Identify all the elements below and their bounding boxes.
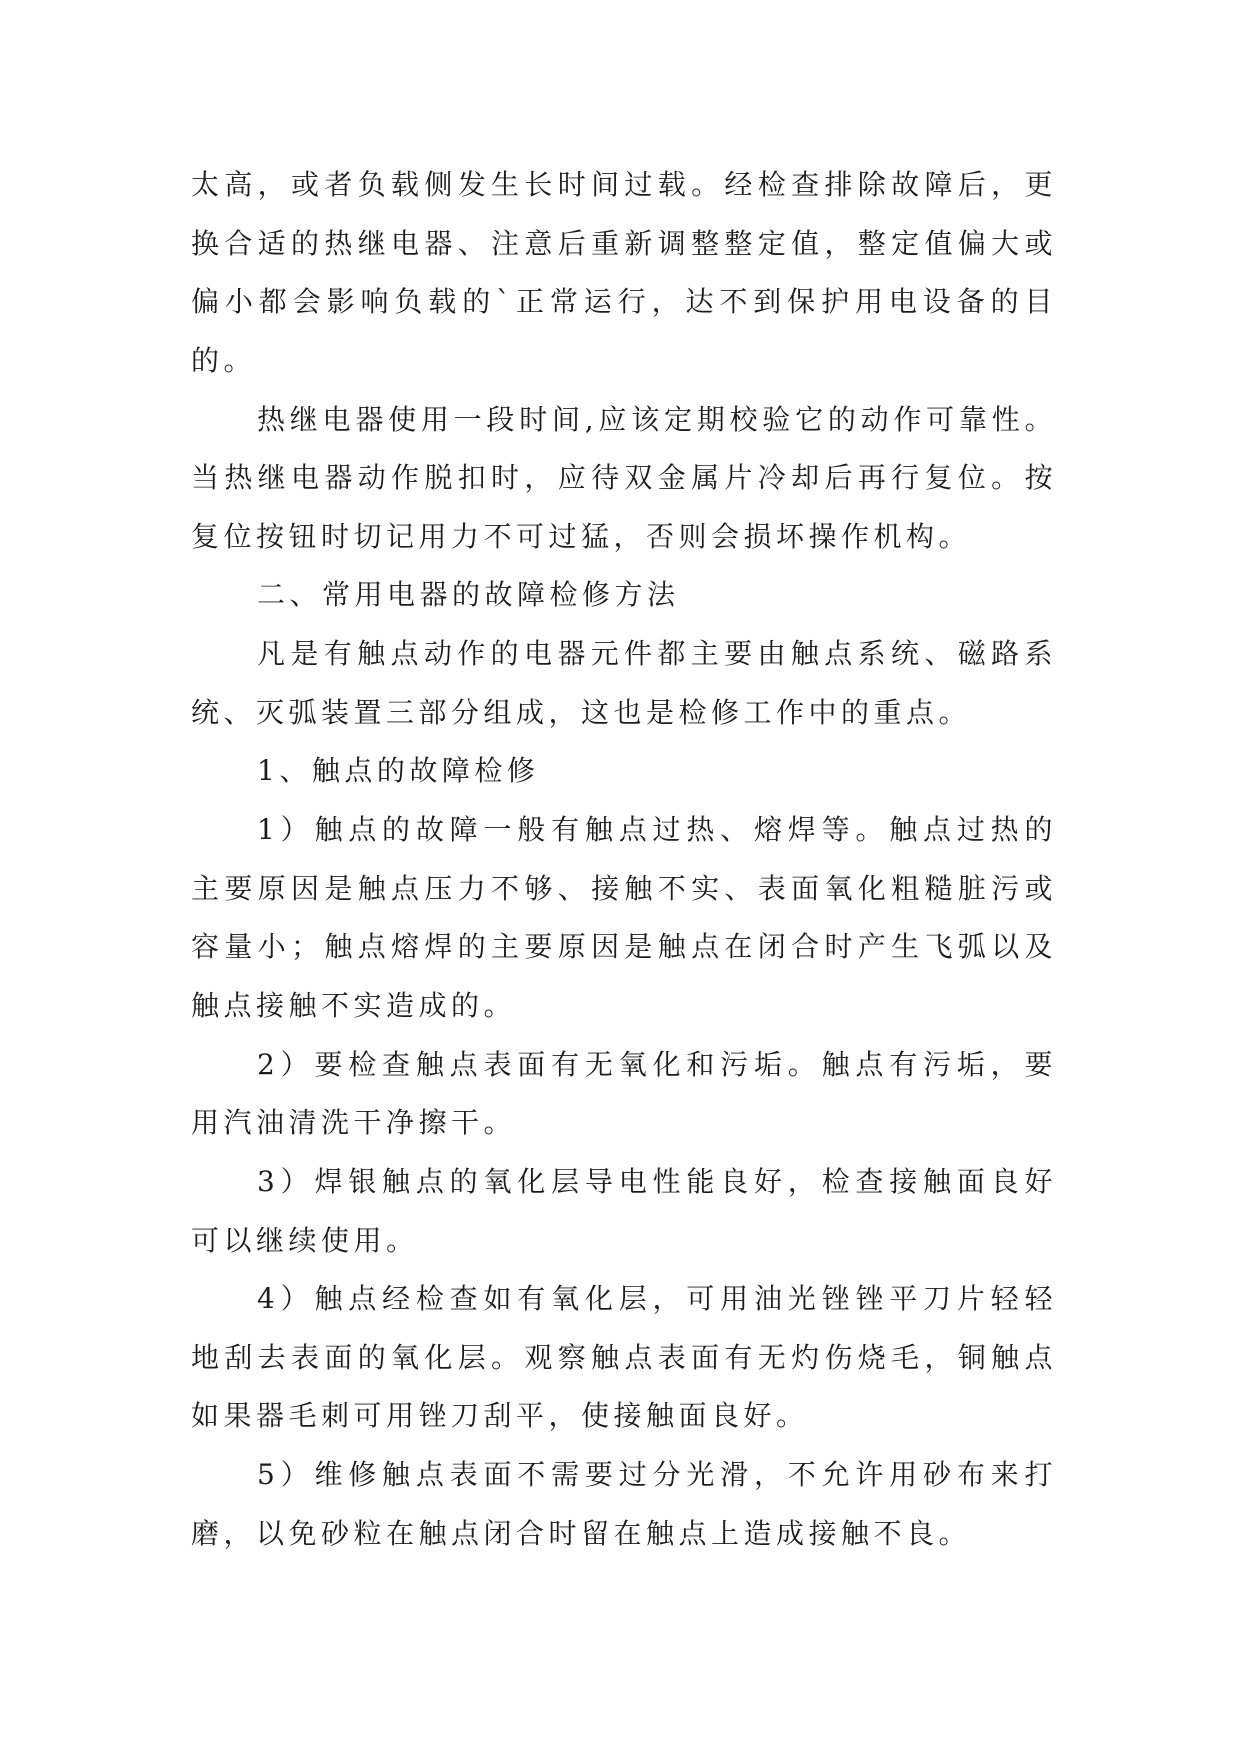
paragraph: [191, 625, 1057, 742]
section-heading-text: 二、常用电器的故障检修方法: [257, 578, 680, 612]
subsection-heading: [191, 742, 1057, 801]
text-line: 当热继电器动作脱扣时，应待双金属片冷却后再行复位。按: [191, 461, 1057, 495]
text-line: 2）要检查触点表面有无氧化和污垢。触点有污垢，要: [257, 1047, 1057, 1081]
text-line: 的。: [191, 343, 257, 377]
text-line: 凡是有触点动作的电器元件都主要由触点系统、磁路系: [257, 637, 1057, 671]
list-item: [191, 1446, 1057, 1563]
subsection-heading-text: 1、触点的故障检修: [257, 754, 540, 788]
list-item: [191, 1270, 1057, 1446]
text-line: 4）触点经检查如有氧化层，可用油光锉锉平刀片轻轻: [257, 1282, 1057, 1316]
section-heading: [191, 566, 1057, 625]
text-line: 1）触点的故障一般有触点过热、熔焊等。触点过热的: [257, 813, 1057, 847]
paragraph: [191, 391, 1057, 567]
paragraph: [191, 156, 1057, 391]
text-line: 偏小都会影响负载的`正常运行，达不到保护用电设备的目: [191, 285, 1057, 319]
list-item: [191, 1153, 1057, 1270]
text-line: 主要原因是触点压力不够、接触不实、表面氧化粗糙脏污或: [191, 871, 1057, 905]
text-line: 触点接触不实造成的。: [191, 988, 517, 1022]
text-line: 5）维修触点表面不需要过分光滑，不允许用砂布来打: [257, 1458, 1057, 1492]
text-line: 热继电器使用一段时间,应该定期校验它的动作可靠性。: [257, 402, 1057, 436]
text-line: 可以继续使用。: [191, 1223, 419, 1257]
document-body: [191, 156, 1057, 1563]
text-line: 复位按钮时切记用力不可过猛，否则会损坏操作机构。: [191, 519, 972, 553]
text-line: 容量小；触点熔焊的主要原因是触点在闭合时产生飞弧以及: [191, 930, 1057, 964]
text-line: 用汽油清洗干净擦干。: [191, 1106, 517, 1140]
list-item: [191, 1036, 1057, 1153]
text-line: 地刮去表面的氧化层。观察触点表面有无灼伤烧毛，铜触点: [191, 1340, 1057, 1374]
text-line: 如果器毛刺可用锉刀刮平，使接触面良好。: [191, 1399, 809, 1433]
list-item: [191, 801, 1057, 1036]
text-line: 磨，以免砂粒在触点闭合时留在触点上造成接触不良。: [191, 1516, 972, 1550]
text-line: 统、灭弧装置三部分组成，这也是检修工作中的重点。: [191, 695, 972, 729]
text-line: 换合适的热继电器、注意后重新调整整定值，整定值偏大或: [191, 226, 1057, 260]
text-line: 太高，或者负载侧发生长时间过载。经检查排除故障后，更: [191, 168, 1057, 201]
text-line: 3）焊银触点的氧化层导电性能良好，检查接触面良好: [257, 1164, 1057, 1198]
